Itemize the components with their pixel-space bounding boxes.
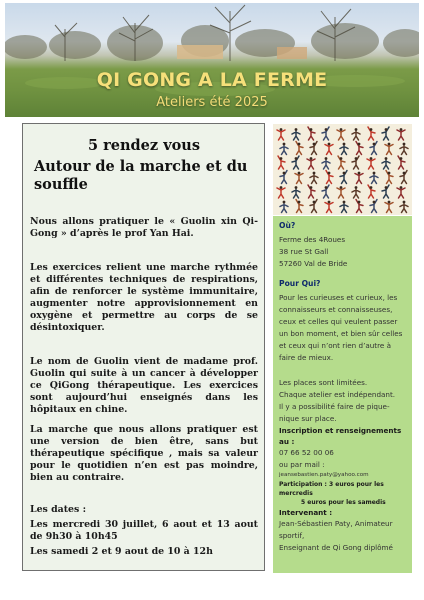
who-text: Pour les curieuses et curieux, les connaisseurs et connaisseuses, ceux et celles qui veulent passer un bon moment, et bien sûr celles et ceux qui n’ont rien d’autre à faire de mieux.: [279, 293, 403, 362]
paragraph-intro: Nous allons pratiquer le « Guolin xin Qi-Gong » d’après le prof Yan Hai.: [30, 216, 258, 239]
address-line: 57260 Val de Bride: [279, 259, 348, 268]
qigong-figure: [326, 171, 333, 184]
dates-title: Les dates :: [30, 504, 87, 515]
qigong-figure: [340, 171, 347, 184]
page-subtitle: Ateliers été 2025: [156, 95, 268, 110]
qigong-figure: [310, 172, 318, 184]
qigong-figure: [367, 157, 375, 169]
paragraph-walk: La marche que nous allons pratiquer est une version de bien être, sans but thérapeutique spécifique , mais sa valeur pour le quotidien n’en est pas moindre, bien au contraire.: [30, 424, 258, 483]
qigong-figure: [370, 142, 377, 155]
qigong-figure: [278, 156, 285, 169]
qigong-figure: [292, 186, 300, 198]
qigong-figure: [385, 143, 393, 155]
hero-banner: [5, 3, 419, 117]
qigong-figure: [352, 156, 359, 169]
qigong-figure: [352, 128, 360, 140]
participation-text: Participation : 3 euros pour les mercredis: [279, 481, 384, 497]
qigong-figure: [382, 127, 389, 140]
qigong-figure: [370, 200, 377, 213]
qigong-figure: [277, 186, 285, 198]
address-line: Ferme des 4Roues: [279, 235, 346, 244]
qigong-figure: [356, 142, 363, 155]
speaker-text: Jean-Sébastien Paty, Animateur sportif,: [279, 519, 393, 540]
qigong-figure: [310, 200, 317, 213]
qigong-figure: [280, 143, 288, 155]
email-address: jeansebastien.paty@yahoo.com: [279, 472, 369, 478]
address-line: 38 rue St Gall: [279, 247, 329, 256]
qigong-figure: [368, 127, 375, 140]
who-label: Pour Qui?: [279, 279, 321, 288]
picnic-text: Il y a possibilité faire de pique-nique sur place.: [279, 402, 390, 423]
mail-label: ou par mail :: [279, 460, 325, 469]
qigong-figure: [337, 128, 345, 140]
qigong-figure: [296, 200, 303, 213]
qigong-figure: [280, 171, 287, 184]
dates-saturday: Les samedi 2 et 9 aout de 10 à 12h: [30, 546, 213, 557]
qigong-figure: [292, 156, 299, 169]
heading-rendezvous: 5 rendez vous: [88, 137, 200, 154]
qigong-figure: [307, 157, 315, 169]
qigong-figure: [340, 143, 348, 155]
qigong-figure: [322, 157, 330, 169]
qigong-figure: [352, 186, 360, 198]
speaker-label: Intervenant :: [279, 508, 333, 517]
qigong-figure: [382, 157, 390, 169]
qigong-figure: [355, 172, 363, 184]
qigong-figure: [382, 185, 389, 198]
dates-wednesday: Les mercredi 30 juillet, 6 aout et 13 aout de 9h30 à 10h45: [30, 519, 258, 542]
qigong-figure: [338, 156, 345, 169]
qigong-figure: [368, 185, 375, 198]
qigong-figure: [400, 201, 408, 213]
qigong-figure: [400, 171, 407, 184]
qigong-figure: [322, 185, 329, 198]
qigong-figure: [322, 127, 329, 140]
independent-text: Chaque atelier est indépendant.: [279, 390, 396, 399]
qigong-figure: [308, 127, 315, 140]
qigong-figure: [397, 128, 405, 140]
qigong-figure: [340, 201, 348, 213]
speaker-role: Enseignant de Qi Gong diplômé: [279, 543, 393, 552]
qigong-figure: [296, 142, 303, 155]
qigong-figure: [386, 171, 393, 184]
qigong-figure: [398, 156, 405, 169]
qigong-figure: [277, 128, 285, 140]
qigong-figure: [325, 201, 333, 213]
where-label: Où?: [279, 221, 296, 230]
qigong-figure: [308, 185, 315, 198]
limited-places-text: Les places sont limitées.: [279, 378, 368, 387]
phone-number: 07 66 52 00 06: [279, 448, 334, 457]
qigong-figure: [310, 142, 317, 155]
description-panel: [22, 123, 265, 571]
qigong-figure: [280, 201, 288, 213]
qigong-figure: [325, 143, 333, 155]
qigong-figure: [385, 201, 393, 213]
paragraph-guolin: Le nom de Guolin vient de madame prof. Guolin qui suite à un cancer à développer ce QiGong thérapeutique. Les exercices sont aujourd’hui enseignés dans les hôpitaux en chine.: [30, 356, 258, 415]
participation-saturday: 5 euros pour les samedis: [301, 499, 386, 506]
qigong-figure: [337, 186, 345, 198]
qigong-figures-illustration: [273, 124, 412, 215]
qigong-figure: [292, 128, 300, 140]
qigong-figure: [370, 172, 378, 184]
info-panel: [273, 216, 412, 573]
qigong-figure: [397, 186, 405, 198]
qigong-figure: [400, 143, 408, 155]
info-label: Inscription et renseignements au :: [279, 426, 402, 446]
page-title: QI GONG A LA FERME: [96, 69, 328, 91]
qigong-figure: [295, 172, 303, 184]
paragraph-exercises: Les exercices relient une marche rythmée et différentes techniques de respirations, afin de renforcer le système immunitaire, augmenter notre approvisionnement en oxygène et permettre au corps de se désintoxiquer.: [30, 262, 258, 333]
qigong-figure: [356, 200, 363, 213]
heading-theme: Autour de la marche et du souffle: [34, 158, 248, 193]
